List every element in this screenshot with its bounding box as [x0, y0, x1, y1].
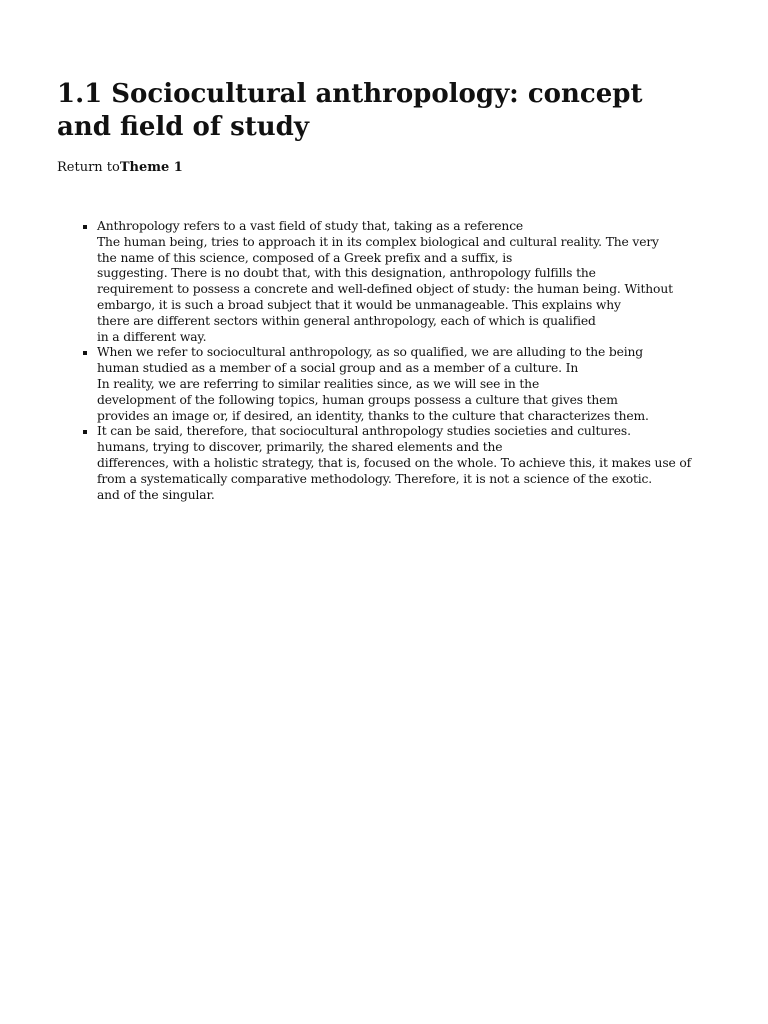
bullet-1-line-8: in a different way. [97, 329, 207, 344]
bullet-item-2 [97, 345, 687, 424]
bullet-1-line-4: suggesting. There is no doubt that, with this designation, anthropology fulfills the [97, 266, 596, 281]
bullet-item-1 [97, 219, 687, 345]
bullet-marker [83, 351, 87, 355]
return-prefix: Return to [57, 160, 120, 175]
bullet-item-3 [97, 424, 692, 503]
bullet-1-line-3: the name of this science, composed of a Greek prefix and a suffix, is [97, 250, 513, 265]
bullet-1-line-6: embargo, it is such a broad subject that it would be unmanageable. This explains why [97, 297, 621, 312]
bullet-marker [83, 225, 87, 229]
bullet-3-line-2: humans, trying to discover, primarily, the shared elements and the [97, 440, 503, 455]
bullet-2-line-4: development of the following topics, human groups possess a culture that gives them [97, 392, 618, 407]
bullet-1-line-5: requirement to possess a concrete and well-defined object of study: the human being. Without [97, 282, 673, 297]
return-line [57, 160, 183, 176]
title-line-2: and field of study [57, 112, 309, 142]
bullet-2-line-1: When we refer to sociocultural anthropology, as so qualified, we are alluding to the being [97, 345, 644, 360]
bullet-1-line-1: Anthropology refers to a vast field of study that, taking as a reference [97, 219, 524, 233]
bullet-3-line-3: differences, with a holistic strategy, that is, focused on the whole. To achieve this, it makes use of [97, 455, 692, 470]
bullet-3-line-1: It can be said, therefore, that sociocultural anthropology studies societies and cultures. [97, 424, 631, 439]
bullet-1-line-2: The human being, tries to approach it in its complex biological and cultural reality. The very [97, 234, 659, 249]
bullet-3-line-5: and of the singular. [97, 487, 215, 502]
bullet-2-line-2: human studied as a member of a social group and as a member of a culture. In [97, 361, 579, 376]
bullet-list [97, 219, 692, 503]
title-line-1: 1.1 Sociocultural anthropology: concept [57, 79, 643, 109]
bullet-1-line-7: there are different sectors within general anthropology, each of which is qualified [97, 313, 596, 328]
page-title [57, 78, 657, 144]
bullet-2-line-3: In reality, we are referring to similar realities since, as we will see in the [97, 376, 540, 391]
bullet-marker [83, 430, 87, 434]
bullet-2-line-5: provides an image or, if desired, an identity, thanks to the culture that characterizes them. [97, 408, 649, 423]
bullet-3-line-4: from a systematically comparative methodology. Therefore, it is not a science of the exotic. [97, 471, 653, 486]
theme-1-link[interactable]: Theme 1 [119, 160, 183, 175]
